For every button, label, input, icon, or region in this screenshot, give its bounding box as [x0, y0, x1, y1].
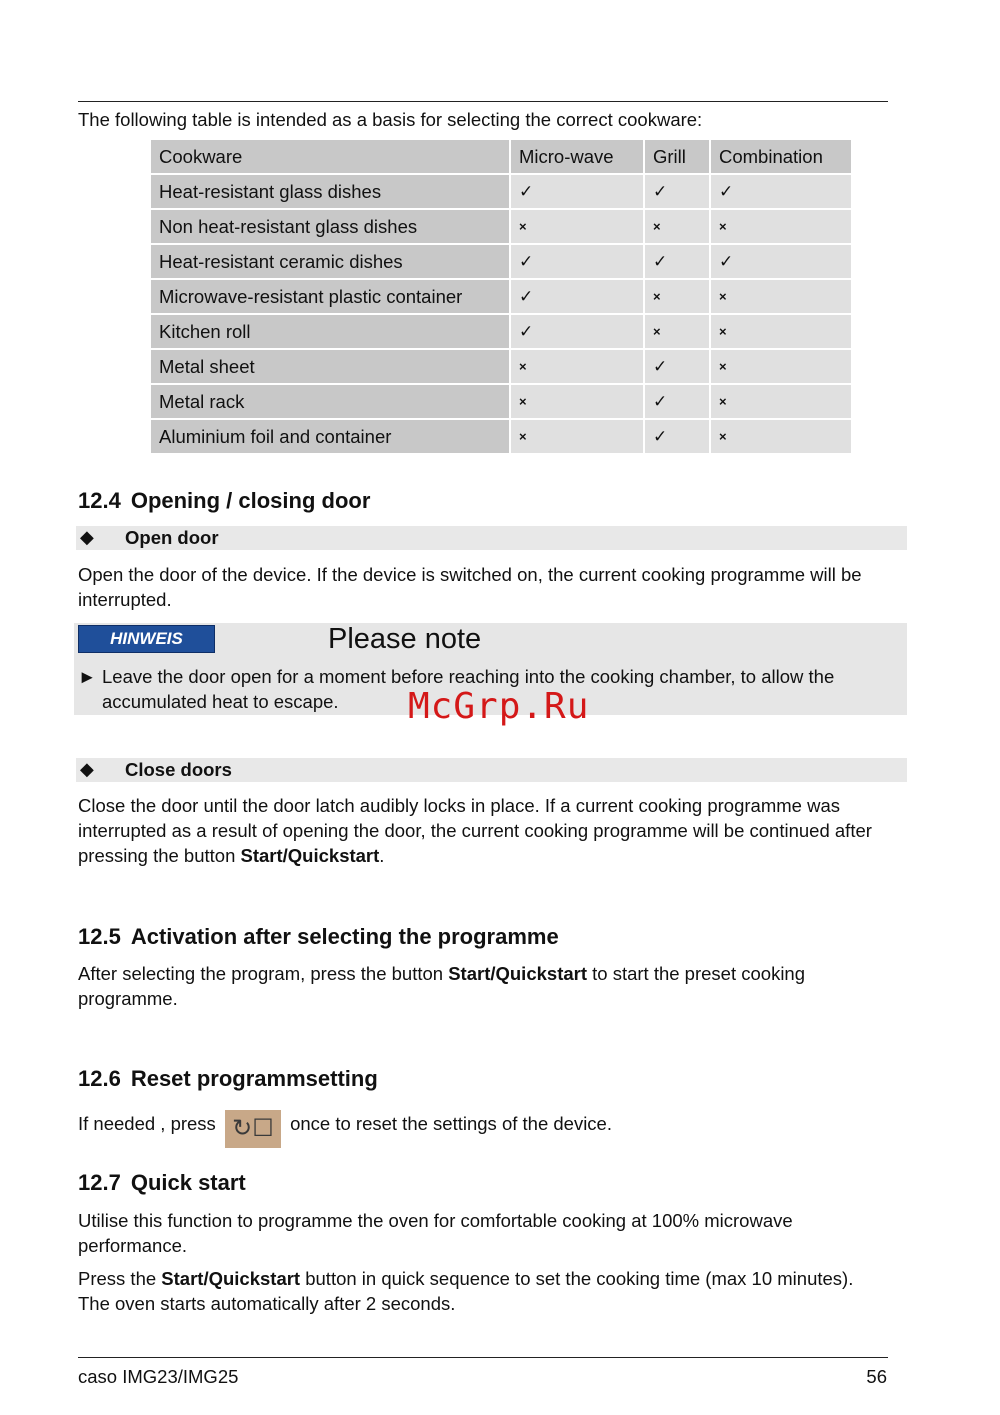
microwave-cell: ✓ [511, 280, 643, 313]
cookware-name: Metal rack [151, 385, 509, 418]
section-number: 12.5 [78, 924, 121, 949]
arrow-bullet-icon: ► [78, 666, 97, 687]
cookware-name: Heat-resistant ceramic dishes [151, 245, 509, 278]
cookware-name: Non heat-resistant glass dishes [151, 210, 509, 243]
table-row [151, 280, 851, 313]
start-quickstart-bold: Start/Quickstart [161, 1268, 301, 1289]
open-door-bar [76, 526, 907, 550]
microwave-cell: ✓ [511, 315, 643, 348]
combination-cell: × [711, 385, 851, 418]
diamond-bullet-icon: ◆ [80, 759, 94, 779]
combination-cell: × [711, 350, 851, 383]
intro-text: The following table is intended as a basis for selecting the correct cookware: [78, 109, 703, 130]
combination-cell: × [711, 280, 851, 313]
footer-model: caso IMG23/IMG25 [78, 1366, 239, 1387]
hinweis-badge: HINWEIS [78, 625, 215, 653]
note-text: Leave the door open for a moment before reaching into the cooking chamber, to allow the accumulated heat to escape. [102, 666, 835, 712]
diamond-bullet-icon: ◆ [80, 527, 94, 547]
combination-cell: ✓ [711, 175, 851, 208]
microwave-cell: × [511, 420, 643, 453]
cookware-name: Metal sheet [151, 350, 509, 383]
text-span: Close the door until the door latch audibly locks in place. If a current cooking programme was interrupted as a result of opening the door, the current cooking programme will be continued after pressing the button [78, 795, 872, 866]
footer-rule [78, 1357, 888, 1358]
table-row [151, 245, 851, 278]
text-span: . [379, 845, 385, 866]
cookware-table [149, 138, 853, 455]
top-rule [78, 101, 888, 102]
microwave-cell: × [511, 350, 643, 383]
text-span: button in quick sequence to set the cooking time (max 10 minutes). The oven starts automatically after 2 seconds. [78, 1268, 854, 1314]
close-doors-text [78, 793, 878, 868]
cookware-name: Microwave-resistant plastic container [151, 280, 509, 313]
combination-cell: ✓ [711, 245, 851, 278]
reset-button-icon: ↻☐ [225, 1110, 281, 1148]
section-title: Quick start [130, 1170, 246, 1195]
reset-text [78, 1110, 612, 1148]
start-quickstart-bold: Start/Quickstart [448, 963, 587, 984]
quickstart-text-1: Utilise this function to programme the oven for comfortable cooking at 100% microwave performance. [78, 1210, 793, 1256]
microwave-cell: × [511, 210, 643, 243]
section-heading-12-7 [78, 1170, 246, 1196]
text-span: Press the [78, 1268, 162, 1289]
close-doors-bar [76, 758, 907, 782]
section-heading-12-5 [78, 924, 559, 950]
section-number: 12.6 [78, 1066, 121, 1091]
grill-cell: ✓ [645, 175, 709, 208]
quickstart-text-2 [78, 1266, 878, 1316]
section-number: 12.4 [78, 488, 121, 513]
grill-cell: × [645, 280, 709, 313]
text-span: once to reset the settings of the device. [290, 1113, 612, 1134]
combination-cell: × [711, 315, 851, 348]
table-row [151, 315, 851, 348]
section-heading-12-4 [78, 488, 370, 514]
close-doors-label: Close doors [125, 759, 232, 780]
start-quickstart-bold: Start/Quickstart [240, 845, 380, 866]
text-span: After selecting the program, press the button [78, 963, 449, 984]
text-span: to start the preset cooking programme. [78, 963, 806, 1009]
table-row [151, 175, 851, 208]
cookware-name: Aluminium foil and container [151, 420, 509, 453]
cookware-name: Kitchen roll [151, 315, 509, 348]
section-heading-12-6 [78, 1066, 378, 1092]
microwave-cell: × [511, 385, 643, 418]
table-row [151, 210, 851, 243]
cookware-name: Heat-resistant glass dishes [151, 175, 509, 208]
header-microwave: Micro-wave [511, 140, 643, 173]
microwave-cell: ✓ [511, 175, 643, 208]
note-title: Please note [328, 623, 482, 655]
header-combination: Combination [711, 140, 851, 173]
grill-cell: ✓ [645, 420, 709, 453]
activation-text [78, 961, 888, 1011]
watermark: McGrp.Ru [408, 686, 590, 727]
open-door-text: Open the door of the device. If the device is switched on, the current cooking programme will be interrupted. [78, 564, 862, 610]
grill-cell: ✓ [645, 385, 709, 418]
header-cookware: Cookware [151, 140, 509, 173]
table-row [151, 350, 851, 383]
section-number: 12.7 [78, 1170, 121, 1195]
table-row [151, 385, 851, 418]
grill-cell: ✓ [645, 245, 709, 278]
grill-cell: × [645, 315, 709, 348]
header-grill: Grill [645, 140, 709, 173]
combination-cell: × [711, 210, 851, 243]
table-row [151, 420, 851, 453]
section-title: Opening / closing door [130, 488, 371, 513]
footer-page-number: 56 [866, 1366, 887, 1387]
grill-cell: ✓ [645, 350, 709, 383]
text-span: If needed , press [78, 1113, 216, 1134]
combination-cell: × [711, 420, 851, 453]
microwave-cell: ✓ [511, 245, 643, 278]
open-door-label: Open door [125, 527, 219, 548]
section-title: Reset programmsetting [130, 1066, 378, 1091]
grill-cell: × [645, 210, 709, 243]
table-header-row [151, 140, 851, 173]
section-title: Activation after selecting the programme [130, 924, 559, 949]
